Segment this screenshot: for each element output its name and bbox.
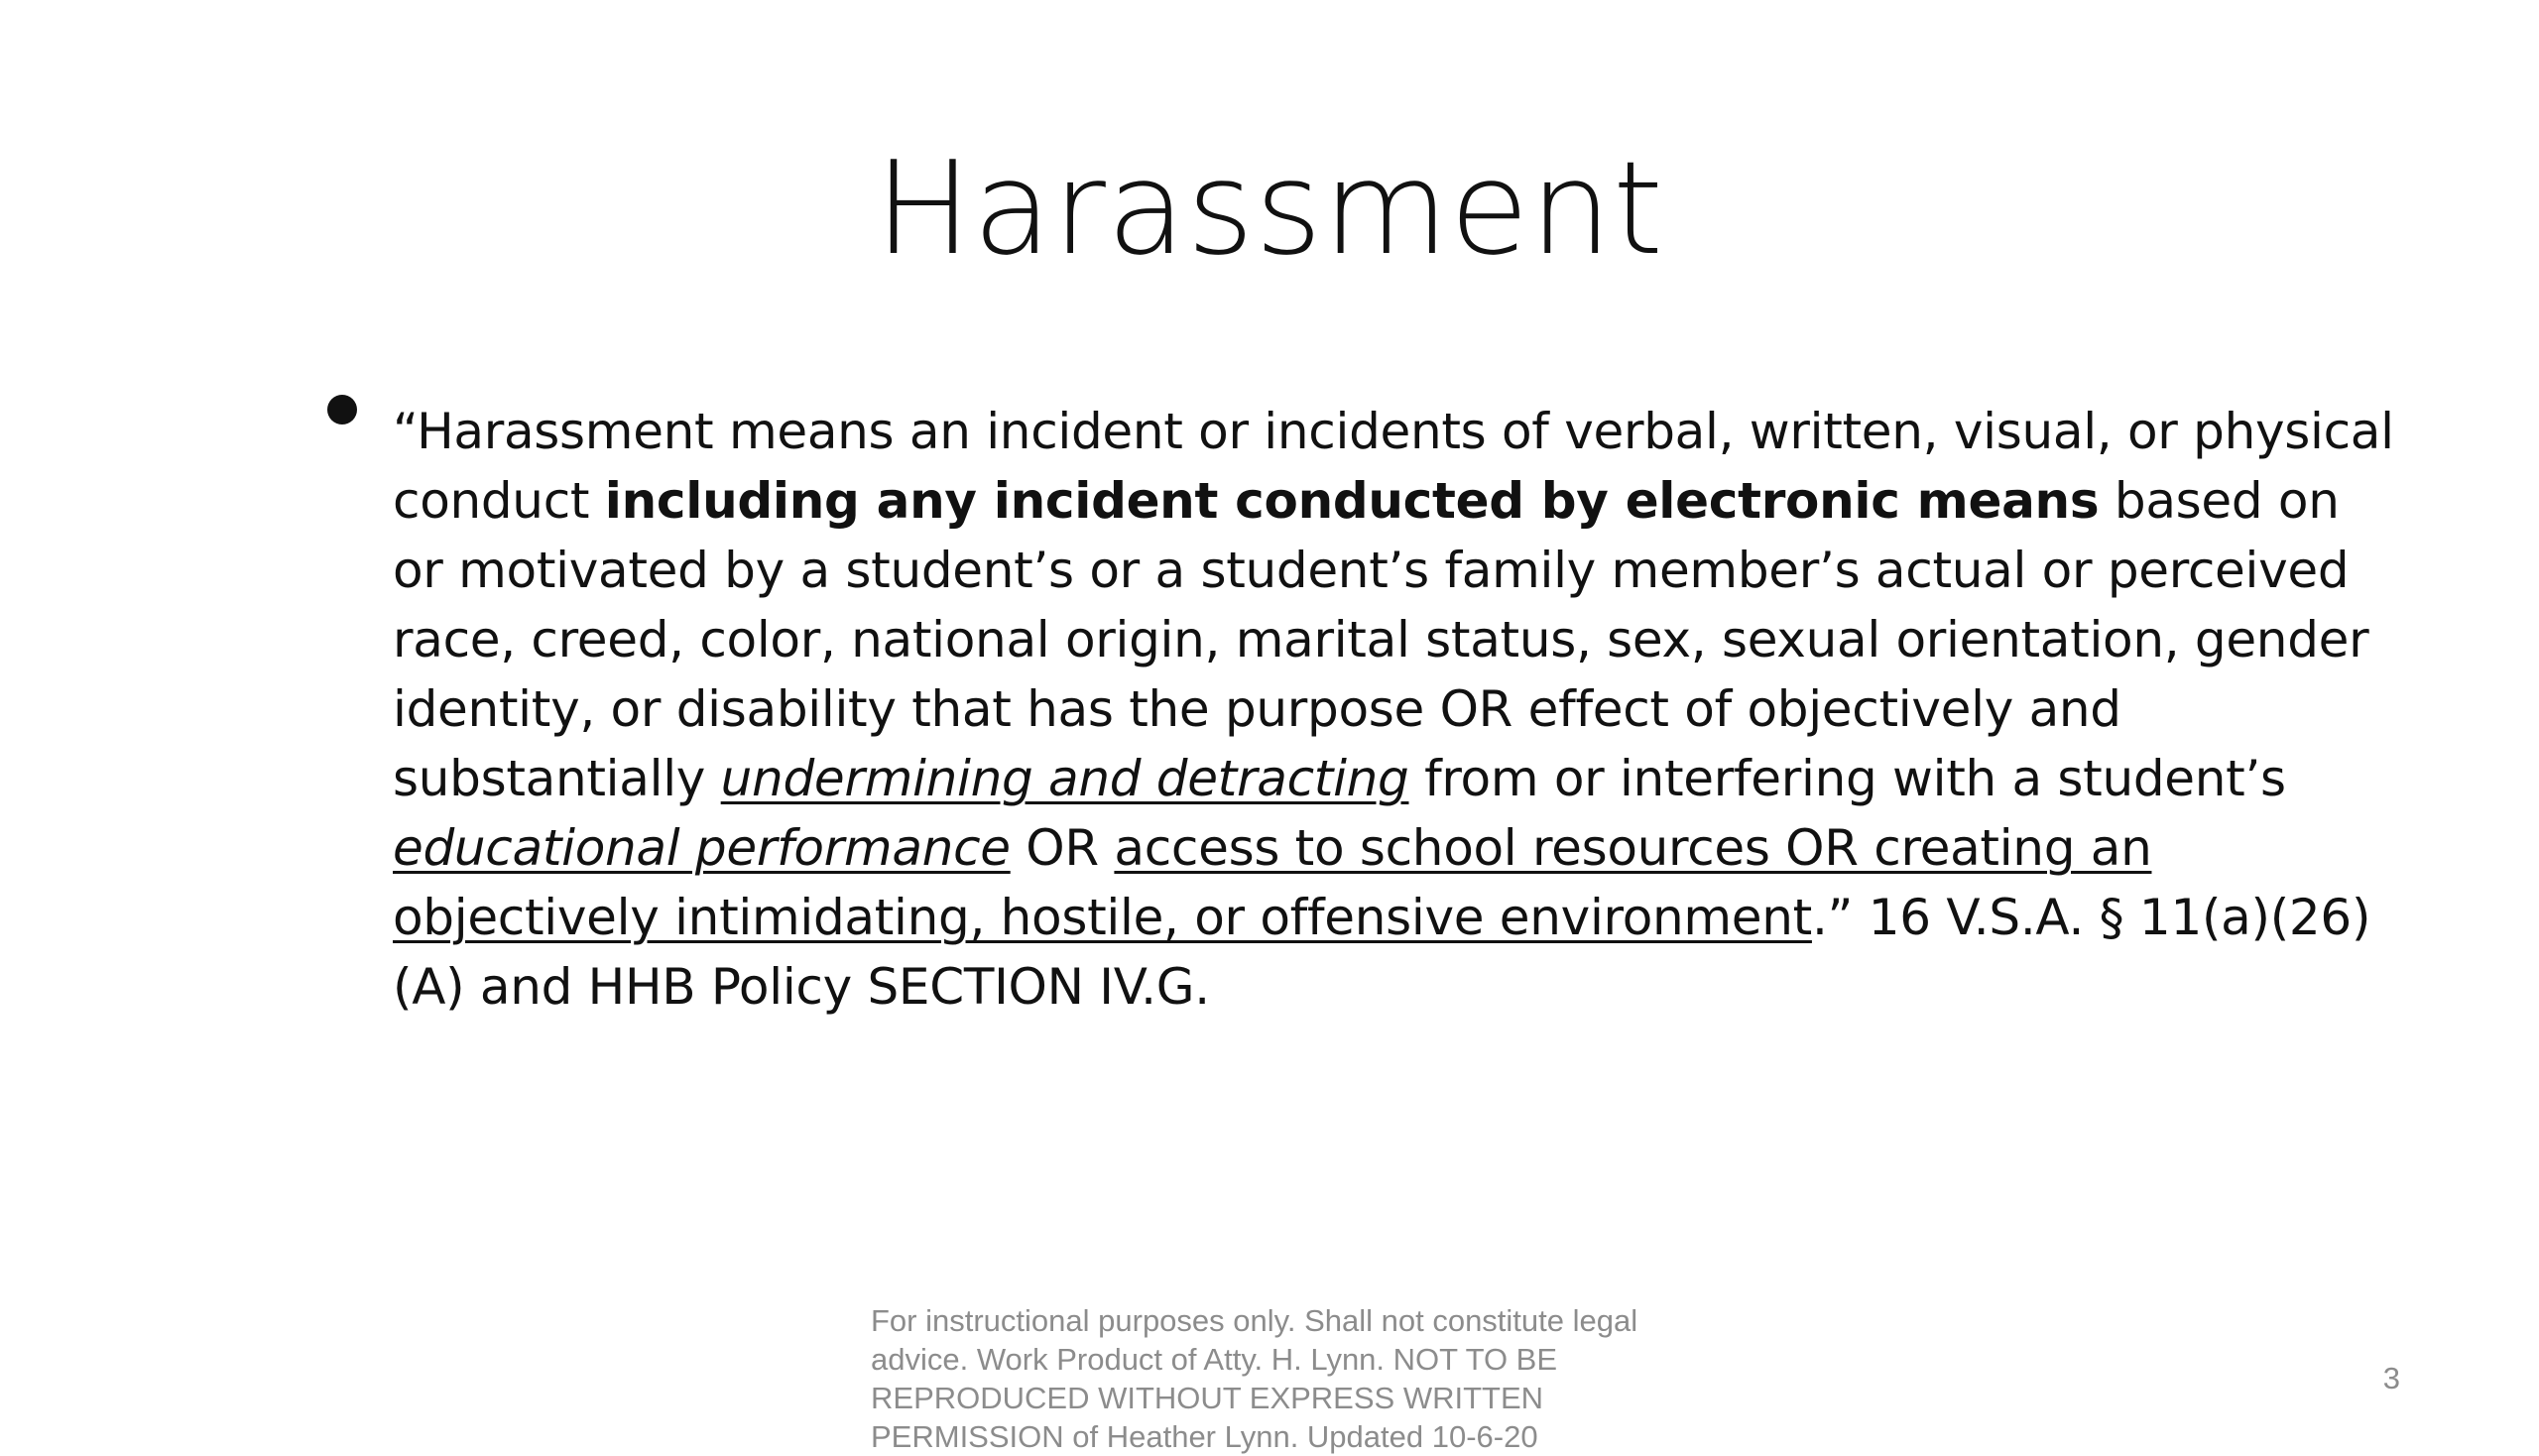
bullet-text — [393, 397, 2396, 1022]
bullet-text-citation: .” 16 V.S.A. § 11(a)(26)(A) and HHB Policy SECTION IV.G. — [393, 889, 2371, 1016]
bullet-text-access-environment: access to school resources OR creating an objectively intimidating, hostile, or offensive environment — [393, 819, 2152, 946]
bullet-text-or: OR — [1010, 819, 1115, 877]
bullet-text-bold-electronic: including any incident conducted by electronic means — [604, 472, 2100, 530]
bullet-text-intro: “Harassment means an incident or incidents of verbal, written, visual, or physical conduct — [393, 403, 2394, 530]
bullet-text-protected-classes: based on or motivated by a student’s or a student’s family member’s actual or perceived race, creed, color, national origin, marital status, sex, sexual orientation, gender identity, or disability that has the purpose OR effect of objectively and substantially — [393, 472, 2369, 807]
footer-disclaimer: For instructional purposes only. Shall not constitute legal advice. Work Product of Atty. H. Lynn. NOT TO BE REPRODUCED WITHOUT EXPRESS WRITTEN PERMISSION of Heather Lynn. Updated 10-6-20 — [871, 1303, 1638, 1454]
bullet-text-undermining: undermining and detracting — [720, 750, 1409, 807]
bullet-text-educational-performance: educational performance — [393, 819, 1011, 877]
slide-title: Harassment — [875, 133, 1664, 284]
bullet-dot-icon — [327, 395, 357, 425]
bullet-text-interfering: from or interfering with a student’s — [1408, 750, 2286, 807]
page-number: 3 — [2382, 1361, 2400, 1395]
